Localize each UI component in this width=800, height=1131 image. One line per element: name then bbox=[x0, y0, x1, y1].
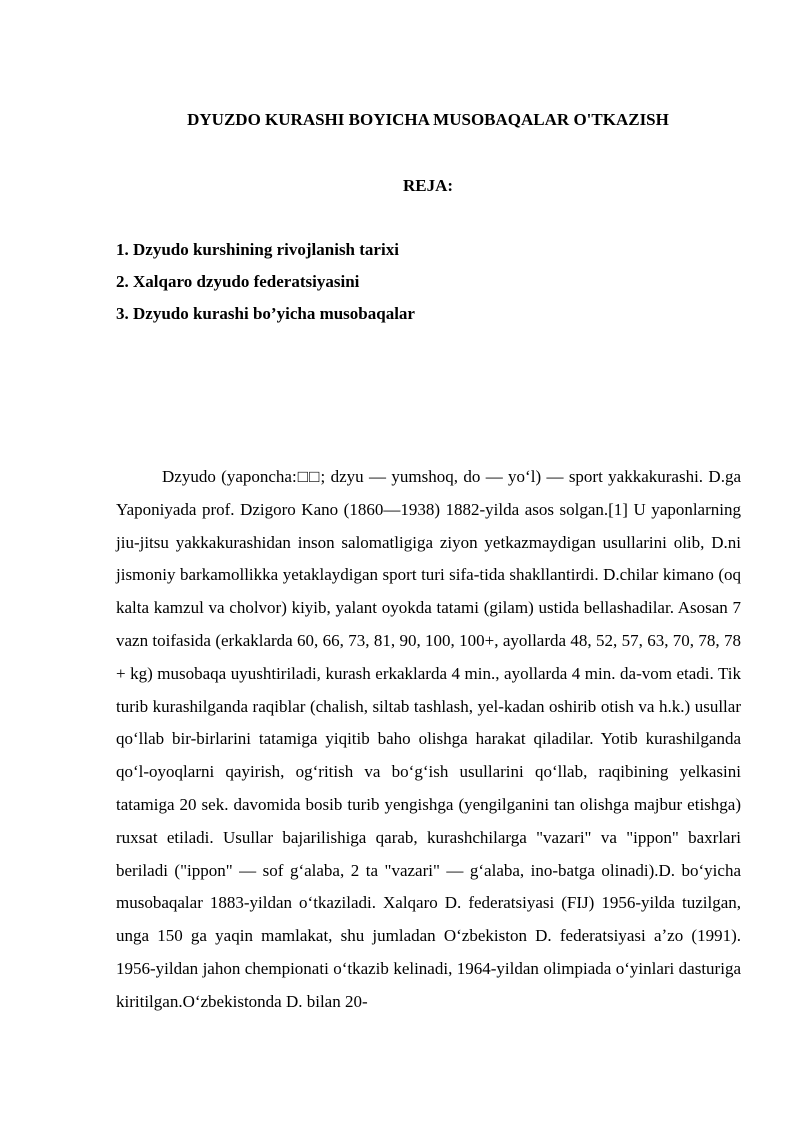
body-paragraph: Dzyudo (yaponcha:□□; dzyu — yumshoq, do — yoʻl) — sport yakkakurashi. D.ga Yaponiyada prof. Dzigoro Kano (1860—1938) 1882-yilda asos solgan.[1] U yaponlarning jiu-jitsu yakkakurashidan inson salomatligiga ziyon yetkazmaydigan usullarini olib, D.ni jismoniy barkamollikka yetaklaydigan sport turi sifa-tida shakllantirdi. D.chilar kimano (oq kalta kamzul va cholvor) kiyib, yalant oyokda tatami (gilam) ustida bellashadilar. Asosan 7 vazn toifasida (erkaklarda 60, 66, 73, 81, 90, 100, 100+, ayollarda 48, 52, 57, 63, 70, 78, 78 + kg) musobaqa uyushtiriladi, kurash erkaklarda 4 min., ayollarda 4 min. da-vom etadi. Tik turib kurashilganda raqiblar (chalish, siltab tashlash, yel-kadan oshirib otish va h.k.) usullar qoʻllab bir-birlarini tatamiga yiqitib baho olishga harakat qiladilar. Yotib kurashilganda qoʻl-oyoqlarni qayirish, ogʻritish va boʻgʻish usullarini qoʻllab, raqibining yelkasini tatamiga 20 sek. davomida bosib turib yengishga (yengilganini tan olishga majbur etishga) ruxsat etiladi. Usullar bajarilishiga qarab, kurashchilarga "vazari" va "ippon" baxrlari beriladi ("ippon" — sof gʻalaba, 2 ta "vazari" — gʻalaba, ino-batga olinadi).D. boʻyicha musobaqalar 1883-yildan oʻtkaziladi. Xalqaro D. federatsiyasi (FIJ) 1956-yilda tuzilgan, unga 150 ga yaqin mamlakat, shu jumladan Oʻzbekiston D. federatsiyasi aʼzo (1991). 1956-yildan jahon chempionati oʻtkazib kelinadi, 1964-yildan olimpiada oʻyinlari dasturiga kiritilgan.Oʻzbekistonda D. bilan 20- bbox=[116, 467, 741, 1011]
plan-heading: REJA: bbox=[402, 176, 454, 195]
document-title: DYUZDO KURASHI BOYICHA MUSOBAQALAR O'TKAZISH bbox=[187, 110, 669, 129]
plan-item: 3. Dzyudo kurashi bo’yicha musobaqalar bbox=[116, 304, 415, 323]
plan-item: 1. Dzyudo kurshining rivojlanish tarixi bbox=[116, 240, 399, 259]
plan-list bbox=[116, 238, 415, 334]
plan-item: 2. Xalqaro dzyudo federatsiyasini bbox=[116, 272, 360, 291]
